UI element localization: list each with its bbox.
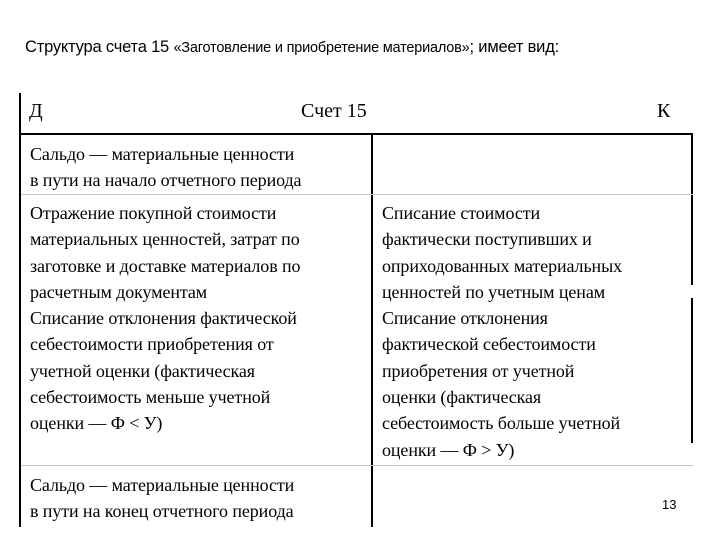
- right-border-top: [691, 135, 693, 285]
- credit-label: К: [657, 100, 671, 122]
- heading-suffix: ; имеет вид:: [469, 38, 560, 56]
- right-border-middle: [691, 298, 693, 443]
- closing-balance-separator: [21, 465, 693, 466]
- heading-prefix: Структура счета 15: [25, 38, 174, 56]
- account-title: Счет 15: [301, 100, 367, 122]
- debit-entries-cell: Отражение покупной стоимости материальных ценностей, затрат по заготовке и доставке материалов по расчетным документам Списание отклонения фактической себестоимости приобретения от учетной оценки (фактическая себестоимость меньше учетной оценки — Ф < У): [30, 203, 301, 434]
- heading-account-name: «Заготовление и приобретение материалов»: [173, 40, 470, 56]
- credit-entries-cell: Списание стоимости фактически поступивших и оприходованных материальных ценностей по учетным ценам Списание отклонения фактической себестоимости приобретения от учетной оценки (фактическая себестоимость больше учетной оценки — Ф > У): [382, 203, 622, 460]
- page-number: 13: [662, 497, 677, 512]
- debit-label: Д: [29, 100, 43, 122]
- opening-balance-separator: [21, 194, 693, 195]
- opening-balance-cell: Сальдо — материальные ценности в пути на начало отчетного периода: [30, 144, 302, 191]
- closing-balance-cell: Сальдо — материальные ценности в пути на конец отчетного периода: [30, 475, 295, 522]
- header-underline: [21, 133, 693, 135]
- t-account-table: [19, 93, 693, 527]
- heading-text: [25, 38, 715, 57]
